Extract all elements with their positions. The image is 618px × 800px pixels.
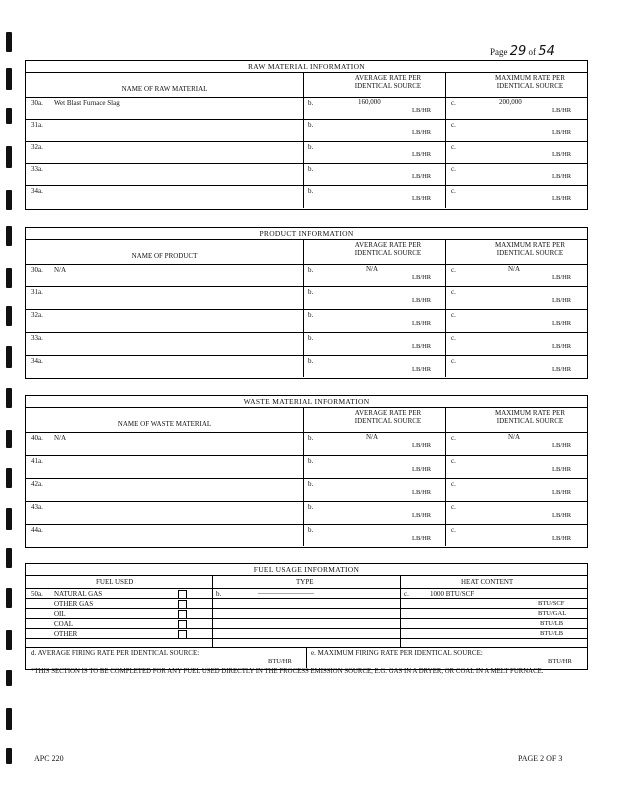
max-unit: LB/HR [552, 466, 572, 473]
fuel-option-other-gas: OTHER GAS [54, 600, 94, 608]
avg-label: b. [308, 434, 314, 442]
col-header-avg: AVERAGE RATE PER IDENTICAL SOURCE [354, 409, 422, 425]
scan-mark [6, 226, 12, 246]
heat-value[interactable]: 1000 BTU/SCF [430, 590, 475, 598]
max-label: c. [451, 165, 456, 173]
type-label: b. [216, 590, 222, 598]
checkbox-coal[interactable] [178, 620, 187, 629]
max-label: c. [451, 288, 456, 296]
col-header-fuel: FUEL USED [96, 578, 134, 586]
product-section [25, 227, 588, 379]
section-title: FUEL USAGE INFORMATION [26, 564, 587, 576]
max-label: c. [451, 434, 456, 442]
col-header-max: MAXIMUM RATE PER IDENTICAL SOURCE [494, 74, 565, 90]
max-label: c. [451, 357, 456, 365]
heat-unit-coal: BTU/LB [540, 620, 564, 627]
max-unit: LB/HR [552, 442, 572, 449]
max-rate[interactable]: 200,000 [499, 98, 522, 106]
form-id: APC 220 [34, 754, 64, 763]
max-rate[interactable]: N/A [508, 433, 521, 441]
checkbox-other[interactable] [178, 630, 187, 639]
heat-unit-oil: BTU/GAL [538, 610, 567, 617]
row-number: 30a. [31, 266, 43, 274]
avg-unit: LB/HR [412, 151, 432, 158]
section-title: PRODUCT INFORMATION [26, 228, 587, 240]
max-unit: LB/HR [552, 320, 572, 327]
max-label: c. [451, 143, 456, 151]
fuel-usage-section [25, 563, 588, 670]
row-number: 31a. [31, 288, 43, 296]
avg-label: b. [308, 334, 314, 342]
max-unit: LB/HR [552, 195, 572, 202]
avg-rate[interactable]: 160,000 [358, 98, 381, 106]
col-header-type: TYPE [296, 578, 314, 586]
avg-label: b. [308, 503, 314, 511]
scan-mark [6, 588, 12, 608]
fuel-option-natural-gas: NATURAL GAS [54, 590, 103, 598]
avg-label: b. [308, 99, 314, 107]
max-label: c. [451, 526, 456, 534]
heat-label: c. [404, 590, 409, 598]
col-header-name: NAME OF WASTE MATERIAL [117, 420, 212, 428]
avg-unit: LB/HR [412, 442, 432, 449]
scan-mark [6, 268, 12, 288]
scan-mark [6, 388, 12, 408]
max-label: c. [451, 480, 456, 488]
col-header-max: MAXIMUM RATE PER IDENTICAL SOURCE [494, 409, 565, 425]
max-unit: LB/HR [552, 343, 572, 350]
max-label: c. [451, 457, 456, 465]
max-firing-rate-unit: BTU/HR [548, 658, 572, 665]
max-unit: LB/HR [552, 151, 572, 158]
scan-mark [6, 146, 12, 168]
avg-unit: LB/HR [412, 173, 432, 180]
avg-unit: LB/HR [412, 107, 432, 114]
row-number: 31a. [31, 121, 43, 129]
scan-mark [6, 32, 12, 52]
scan-mark [6, 190, 12, 210]
scan-mark [6, 708, 12, 730]
material-name[interactable]: Wet Blast Furnace Slag [54, 99, 120, 107]
avg-label: b. [308, 480, 314, 488]
col-header-avg: AVERAGE RATE PER IDENTICAL SOURCE [354, 241, 422, 257]
row-number: 34a. [31, 357, 43, 365]
avg-unit: LB/HR [412, 489, 432, 496]
scan-mark [6, 68, 12, 90]
col-header-avg: AVERAGE RATE PER IDENTICAL SOURCE [354, 74, 422, 90]
max-firing-rate-label: e. MAXIMUM FIRING RATE PER IDENTICAL SOURCE: [311, 649, 483, 657]
fuel-option-coal: COAL [54, 620, 74, 628]
section-title: WASTE MATERIAL INFORMATION [26, 396, 587, 408]
row-number: 40a. [31, 434, 43, 442]
col-header-max: MAXIMUM RATE PER IDENTICAL SOURCE [494, 241, 565, 257]
checkbox-oil[interactable] [178, 610, 187, 619]
max-rate[interactable]: N/A [508, 265, 521, 273]
avg-unit: LB/HR [412, 535, 432, 542]
avg-unit: LB/HR [412, 320, 432, 327]
max-unit: LB/HR [552, 297, 572, 304]
page-number: Page 29 of 54 [490, 44, 555, 59]
avg-unit: LB/HR [412, 366, 432, 373]
avg-unit: LB/HR [412, 466, 432, 473]
col-header-name: NAME OF RAW MATERIAL [121, 85, 208, 93]
checkbox-natural-gas[interactable] [178, 590, 187, 599]
scan-mark [6, 670, 12, 686]
heat-unit-other: BTU/LB [540, 630, 564, 637]
max-label: c. [451, 311, 456, 319]
type-value[interactable]: ———————— [258, 589, 314, 597]
avg-label: b. [308, 121, 314, 129]
avg-label: b. [308, 311, 314, 319]
scan-mark [6, 108, 12, 124]
waste-name[interactable]: N/A [54, 434, 67, 442]
avg-label: b. [308, 526, 314, 534]
row-number: 32a. [31, 143, 43, 151]
avg-unit: LB/HR [412, 129, 432, 136]
scan-mark [6, 468, 12, 488]
avg-unit: LB/HR [412, 195, 432, 202]
heat-unit-other-gas: BTU/SCF [538, 600, 565, 607]
waste-material-section [25, 395, 588, 548]
avg-rate[interactable]: N/A [366, 265, 379, 273]
row-number: 41a. [31, 457, 43, 465]
fuel-option-oil: OIL [54, 610, 66, 618]
row-number: 50a. [31, 590, 43, 598]
avg-label: b. [308, 457, 314, 465]
row-number: 44a. [31, 526, 43, 534]
avg-unit: LB/HR [412, 343, 432, 350]
checkbox-other-gas[interactable] [178, 600, 187, 609]
max-unit: LB/HR [552, 366, 572, 373]
avg-label: b. [308, 165, 314, 173]
scan-mark [6, 748, 12, 764]
row-number: 33a. [31, 165, 43, 173]
max-unit: LB/HR [552, 107, 572, 114]
max-unit: LB/HR [552, 489, 572, 496]
raw-material-section [25, 60, 588, 210]
avg-unit: LB/HR [412, 512, 432, 519]
fuel-option-other: OTHER [54, 630, 78, 638]
row-number: 30a. [31, 99, 43, 107]
max-label: c. [451, 266, 456, 274]
max-label: c. [451, 503, 456, 511]
max-unit: LB/HR [552, 173, 572, 180]
row-number: 33a. [31, 334, 43, 342]
fuel-footnote: *THIS SECTION IS TO BE COMPLETED FOR ANY FUEL USED DIRECTLY IN THE PROCESS EMISSION SOURCE, E.G. GAS IN A DRYER, OR COAL IN A MELT FURNACE. [31, 668, 544, 675]
max-label: c. [451, 334, 456, 342]
avg-unit: LB/HR [412, 297, 432, 304]
scan-mark [6, 548, 12, 568]
avg-label: b. [308, 288, 314, 296]
max-label: c. [451, 121, 456, 129]
max-unit: LB/HR [552, 512, 572, 519]
col-header-name: NAME OF PRODUCT [131, 252, 198, 260]
scan-mark [6, 430, 12, 448]
avg-firing-rate-unit: BTU/HR [268, 658, 292, 665]
max-label: c. [451, 99, 456, 107]
row-number: 32a. [31, 311, 43, 319]
section-title: RAW MATERIAL INFORMATION [26, 61, 587, 73]
scan-mark [6, 508, 12, 530]
row-number: 34a. [31, 187, 43, 195]
col-header-heat: HEAT CONTENT [461, 578, 514, 586]
avg-label: b. [308, 143, 314, 151]
scan-mark [6, 630, 12, 650]
page-of: PAGE 2 OF 3 [518, 754, 563, 763]
max-unit: LB/HR [552, 535, 572, 542]
max-unit: LB/HR [552, 274, 572, 281]
max-unit: LB/HR [552, 129, 572, 136]
scan-mark [6, 306, 12, 326]
max-label: c. [451, 187, 456, 195]
avg-label: b. [308, 357, 314, 365]
avg-label: b. [308, 187, 314, 195]
scan-mark [6, 346, 12, 368]
avg-label: b. [308, 266, 314, 274]
row-number: 43a. [31, 503, 43, 511]
avg-firing-rate-label: d. AVERAGE FIRING RATE PER IDENTICAL SOURCE: [31, 649, 200, 657]
product-name[interactable]: N/A [54, 266, 67, 274]
avg-unit: LB/HR [412, 274, 432, 281]
row-number: 42a. [31, 480, 43, 488]
avg-rate[interactable]: N/A [366, 433, 379, 441]
